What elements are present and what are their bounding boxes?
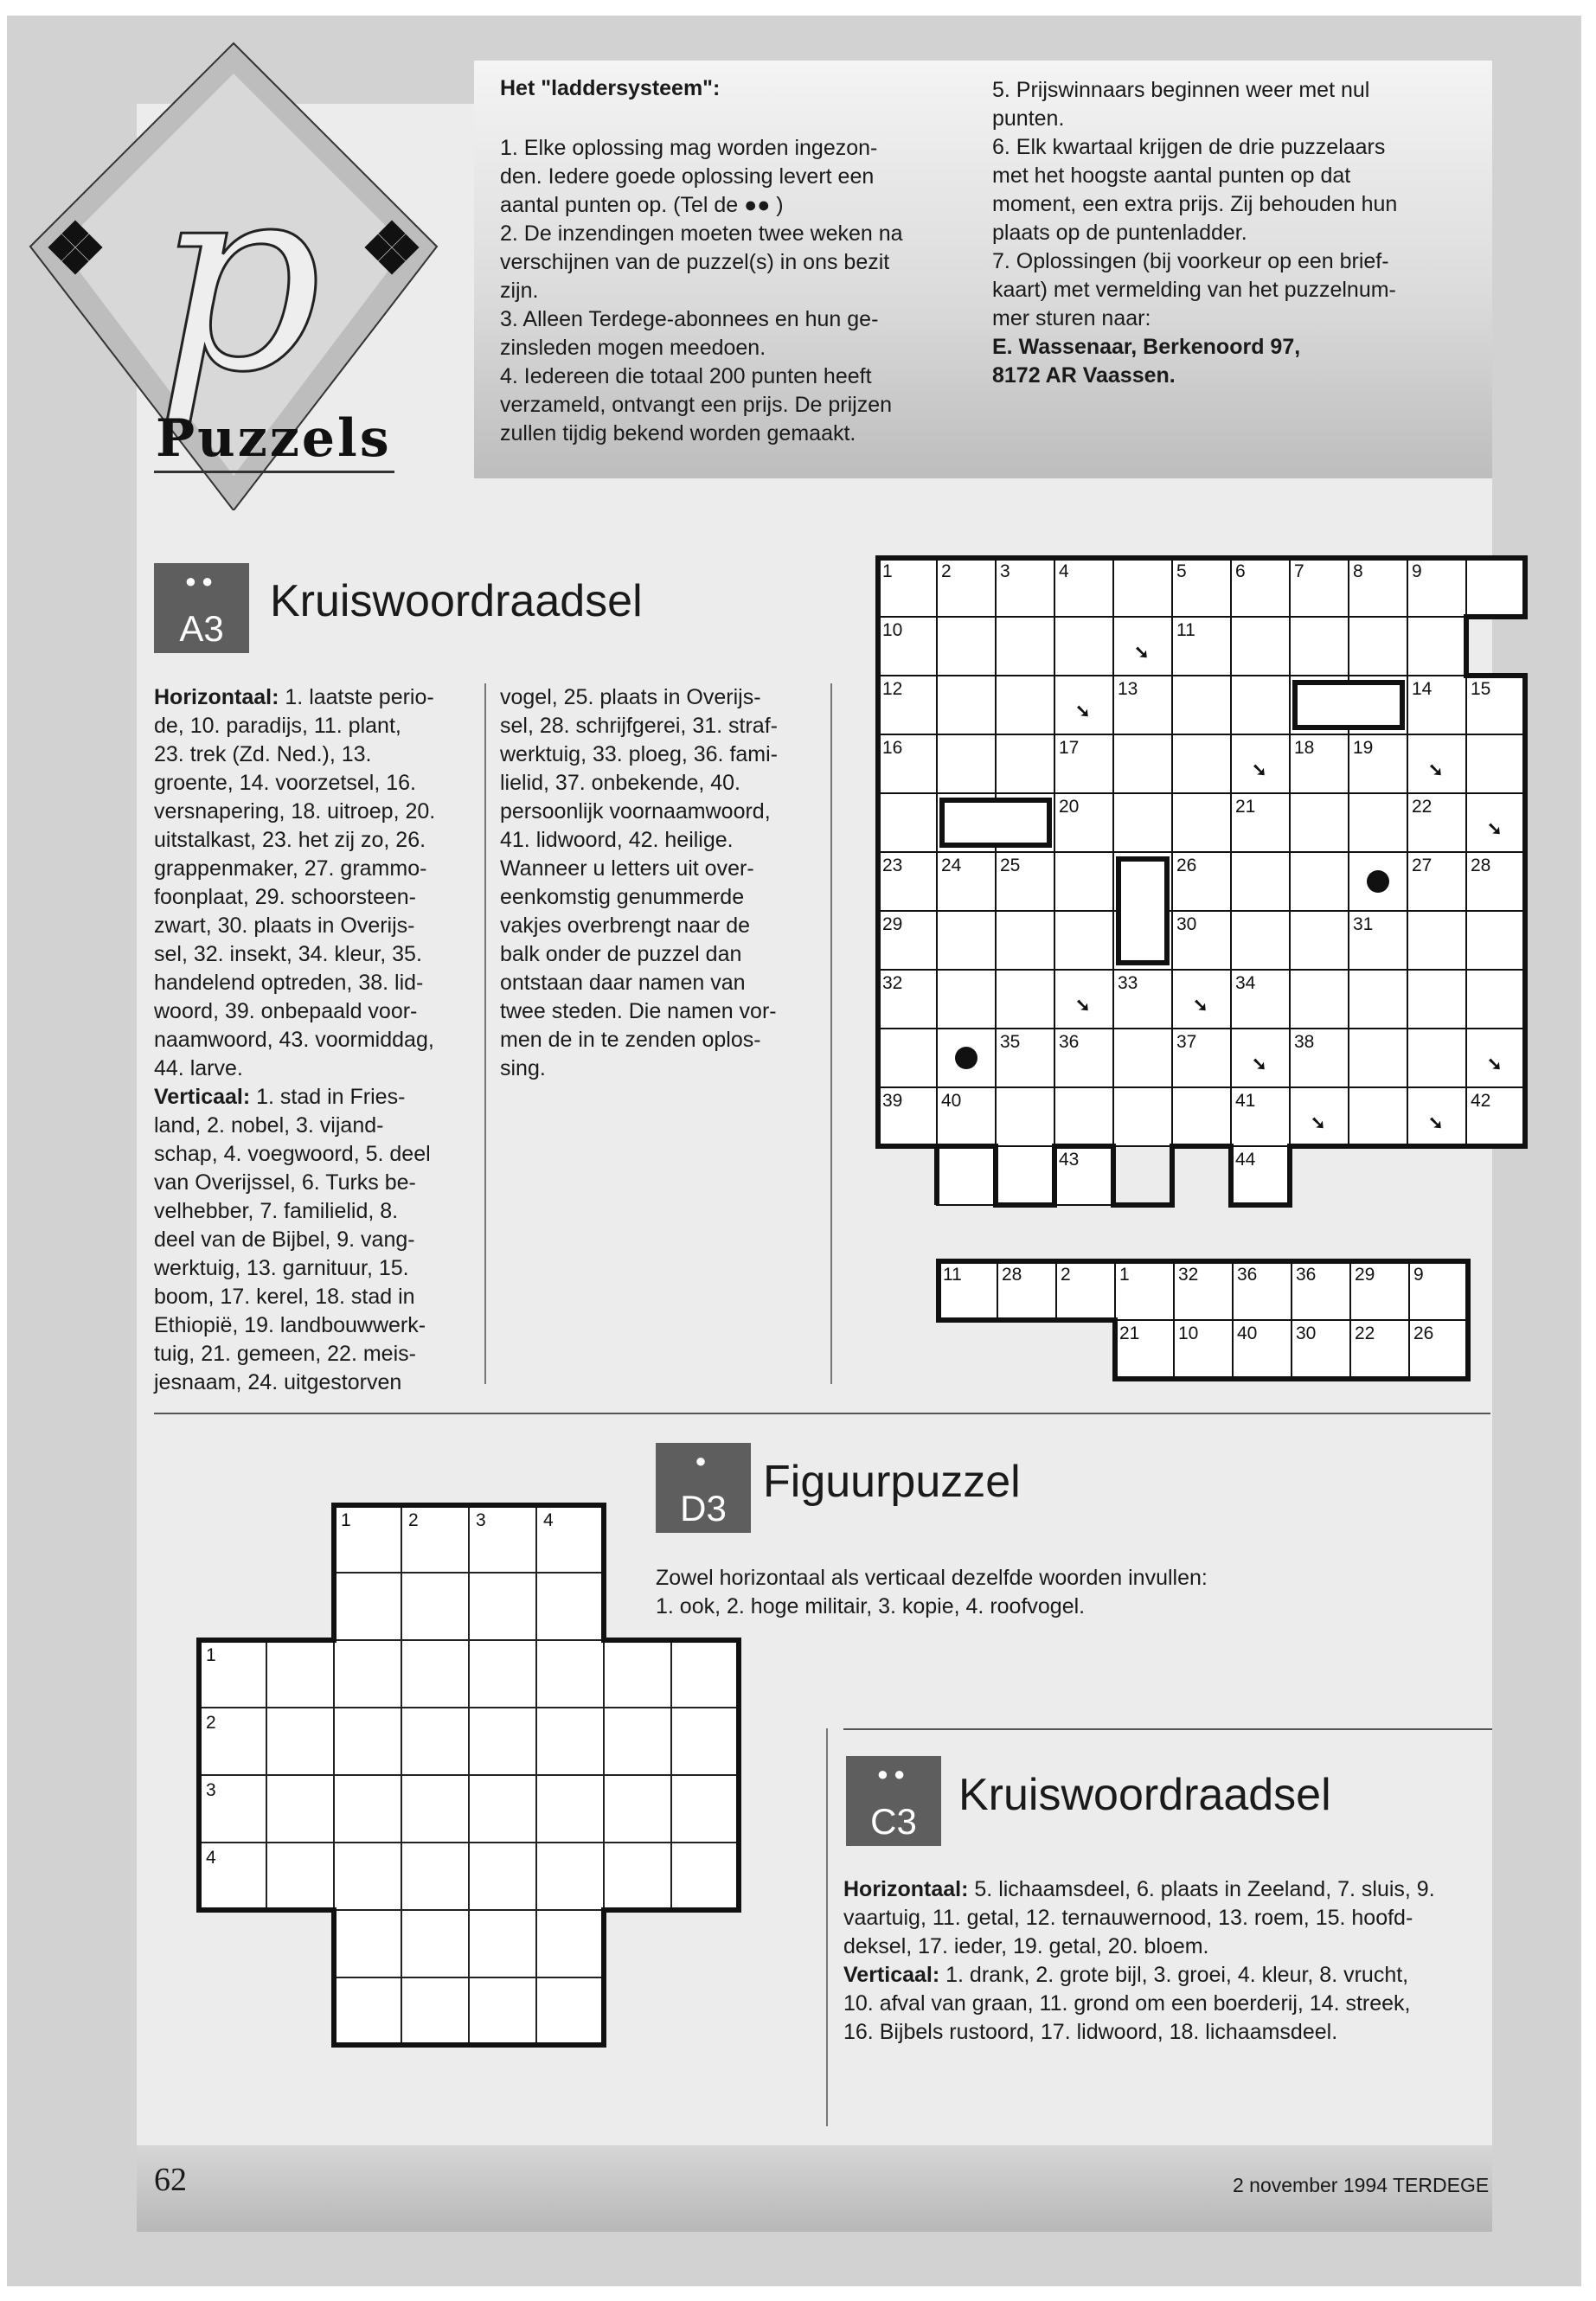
a3-answer-bar: [934, 1257, 1488, 1387]
grid-number: 38: [1294, 1032, 1315, 1052]
column-divider: [830, 683, 832, 1384]
grid-cell: [1231, 676, 1290, 734]
c3-verticaal-clues: 1. drank, 2. grote bijl, 3. groei, 4. kleur, 8. vrucht, 10. afval van graan, 11. grond om een boerderij, 14. streek, 16. Bijbels rustoord, 17. lidwoord, 18. lichaamsdeel.: [843, 1963, 1411, 2044]
logo-word: Puzzels: [156, 408, 392, 469]
grid-cell: [671, 1708, 739, 1775]
grid-number: 30: [1176, 914, 1197, 934]
answer-cell-number: 1: [1119, 1265, 1130, 1285]
grid-number: 10: [882, 620, 903, 640]
d3-figure-grid: [190, 1497, 779, 2059]
grid-cell: [1290, 970, 1349, 1029]
grid-cell: [536, 1843, 604, 1910]
star-marker-icon: [955, 1047, 977, 1069]
grid-cell: [469, 1843, 536, 1910]
grid-number: 29: [882, 914, 903, 934]
arrow-icon: ➘: [1075, 996, 1091, 1016]
c3-verticaal-label: Verticaal:: [843, 1963, 940, 1987]
grid-cell: [334, 1640, 401, 1708]
grid-cell: [469, 1640, 536, 1708]
grid-cell: [1113, 1087, 1172, 1146]
grid-cell: [1290, 617, 1349, 676]
grid-number: 1: [341, 1510, 351, 1530]
grid-cell: [996, 676, 1054, 734]
grid-number: 2: [941, 561, 952, 581]
grid-cell: [996, 970, 1054, 1029]
answer-cell-number: 36: [1296, 1265, 1317, 1285]
badge-c3: [846, 1756, 941, 1846]
section-divider: [154, 1413, 1490, 1414]
arrow-icon: ➘: [1252, 760, 1267, 780]
a3-horizontaal-clues: 1. laatste perio- de, 10. paradijs, 11. plant, 23. trek (Zd. Ned.), 13. groente, 14. voorzetsel, 16. versnapering, 18. uitroep, 20. uitstalkast, 23. het zij zo, 26. grappenmaker, 27. grammo- foonplaat, 29. schoorsteen- zwart, 30. plaats in Overijs- sel, 32. insekt, 34. kleur, 35. handelend optreden, 38. lid- woord, 39. onbepaald voor- naamwoord, 43. voormiddag, 44. larve.: [154, 685, 436, 1080]
grid-number: 14: [1412, 679, 1433, 699]
grid-cell: [1054, 852, 1113, 911]
difficulty-dots: ●: [695, 1450, 712, 1471]
grid-number: 1: [882, 561, 893, 581]
grid-number: 3: [206, 1780, 216, 1800]
grid-number: 31: [1353, 914, 1374, 934]
grid-cell: [1231, 617, 1290, 676]
grid-cell: [536, 1910, 604, 1977]
grid-number: 11: [1176, 620, 1195, 640]
grid-number: 20: [1059, 797, 1080, 817]
grid-cell: [996, 734, 1054, 793]
grid-cell: [1172, 1087, 1231, 1146]
answer-cell-number: 10: [1178, 1324, 1199, 1343]
grid-number: 9: [1412, 561, 1422, 581]
grid-number: 5: [1176, 561, 1187, 581]
address-line-1: E. Wassenaar, Berkenoord 97,: [992, 335, 1301, 359]
grid-cell: [536, 1640, 604, 1708]
grid-cell: [266, 1708, 334, 1775]
grid-cell: [401, 1775, 469, 1843]
a3-clues-column-2: vogel, 25. plaats in Overijs- sel, 28. schrijfgerei, 31. straf- werktuig, 33. ploeg, 36. fami- lielid, 37. onbekende, 40. persoonlijk voornaamwoord, 41. lidwoord, 42. heilige. Wanneer u letters uit over- eenkomstig genummerde vakjes overbrengt naar de balk onder de puzzel dan ontstaan daar namen van twee steden. Die namen vor- men de in te zenden oplos- sing.: [500, 685, 778, 1080]
grid-number: 44: [1235, 1150, 1256, 1170]
grid-cell: [878, 1029, 937, 1087]
grid-cell: [1290, 852, 1349, 911]
grid-cell: [1290, 793, 1349, 852]
grid-number: 4: [543, 1510, 554, 1530]
address-line-2: 8172 AR Vaassen.: [992, 363, 1176, 388]
grid-cell: [937, 617, 996, 676]
grid-cell: [1231, 852, 1290, 911]
grid-cell: [401, 1573, 469, 1640]
grid-cell: [401, 1708, 469, 1775]
grid-number: 4: [1059, 561, 1069, 581]
grid-number: 41: [1235, 1091, 1256, 1111]
grid-number: 22: [1412, 797, 1433, 817]
c3-horizontaal-clues: 5. lichaamsdeel, 6. plaats in Zeeland, 7. sluis, 9. vaartuig, 11. getal, 12. ternauwernood, 13. roem, 15. hoofd- deksel, 17. ieder, 19. getal, 20. bloem.: [843, 1877, 1435, 1958]
d3-title: Figuurpuzzel: [763, 1457, 1021, 1507]
a3-verticaal-label: Verticaal:: [154, 1085, 251, 1109]
answer-cell-number: 9: [1413, 1265, 1424, 1285]
grid-number: 1: [206, 1645, 216, 1665]
answer-cell-number: 30: [1296, 1324, 1317, 1343]
badge-a3: [154, 563, 249, 653]
grid-cell: [266, 1640, 334, 1708]
grid-cell: [401, 1640, 469, 1708]
answer-cell-number: 22: [1355, 1324, 1375, 1343]
grid-cell: [1349, 1087, 1407, 1146]
grid-cell: [536, 1708, 604, 1775]
grid-number: 37: [1176, 1032, 1197, 1052]
grid-cell: [469, 1775, 536, 1843]
grid-number: 3: [1000, 561, 1010, 581]
grid-cell: [1466, 558, 1525, 617]
grid-cell: [1172, 676, 1231, 734]
arrow-icon: ➘: [1134, 643, 1150, 663]
grid-cell: [1466, 911, 1525, 970]
arrow-icon: ➘: [1075, 702, 1091, 721]
grid-number: 26: [1176, 856, 1197, 875]
c3-clues: [843, 1875, 1484, 2047]
grid-cell: [334, 1910, 401, 1977]
grid-cell: [1466, 970, 1525, 1029]
grid-cell: [937, 911, 996, 970]
grid-number: 19: [1353, 738, 1374, 758]
answer-cell-number: 11: [943, 1265, 962, 1285]
grid-cell: [401, 1910, 469, 1977]
grid-number: 8: [1353, 561, 1363, 581]
grid-cell: [1349, 1029, 1407, 1087]
a3-horizontaal-label: Horizontaal:: [154, 685, 279, 709]
grid-cell: [334, 1708, 401, 1775]
c3-vertical-divider: [826, 1728, 828, 2126]
grid-number: 42: [1471, 1091, 1491, 1111]
grid-number: 21: [1235, 797, 1256, 817]
grid-cell: [1349, 793, 1407, 852]
grid-number: 24: [941, 856, 962, 875]
c3-title: Kruiswoordraadsel: [958, 1770, 1331, 1820]
grid-cell: [469, 1573, 536, 1640]
arrow-icon: ➘: [1252, 1054, 1267, 1074]
arrow-icon: ➘: [1311, 1113, 1326, 1133]
grid-number: 43: [1059, 1150, 1080, 1170]
grid-number: 2: [408, 1510, 419, 1530]
grid-number: 6: [1235, 561, 1246, 581]
a3-grid-cells: [878, 558, 1525, 1205]
puzzle-code: C3: [870, 1801, 917, 1842]
grid-number: 3: [476, 1510, 486, 1530]
grid-cell: [1054, 1087, 1113, 1146]
ladder-title: Het "laddersysteem":: [500, 76, 721, 100]
answer-cell-number: 40: [1237, 1324, 1258, 1343]
difficulty-dots: ●●: [184, 570, 219, 592]
grid-cell: [1172, 793, 1231, 852]
grid-cell: [334, 1843, 401, 1910]
grid-cell: [536, 1775, 604, 1843]
grid-number: 34: [1235, 973, 1256, 993]
grid-block: [1118, 859, 1167, 963]
grid-number: 28: [1471, 856, 1491, 875]
arrow-icon: ➘: [1193, 996, 1208, 1016]
answer-cell-number: 29: [1355, 1265, 1375, 1285]
grid-cell: [604, 1640, 671, 1708]
grid-cell: [1054, 911, 1113, 970]
grid-cell: [878, 793, 937, 852]
grid-cell: [1113, 734, 1172, 793]
grid-cell: [334, 1977, 401, 2045]
grid-cell: [604, 1775, 671, 1843]
grid-number: 2: [206, 1713, 216, 1733]
grid-cell: [266, 1775, 334, 1843]
logo-letter: p: [156, 127, 323, 429]
grid-number: 13: [1118, 679, 1138, 699]
grid-number: 35: [1000, 1032, 1021, 1052]
grid-number: 15: [1471, 679, 1491, 699]
c3-divider: [843, 1728, 1492, 1730]
grid-cell: [334, 1775, 401, 1843]
grid-cell: [937, 1146, 996, 1205]
grid-number: 12: [882, 679, 903, 699]
answer-cell-number: 26: [1413, 1324, 1434, 1343]
grid-cell: [604, 1708, 671, 1775]
grid-number: 17: [1059, 738, 1080, 758]
grid-cell: [266, 1843, 334, 1910]
a3-verticaal-clues: 1. stad in Fries- land, 2. nobel, 3. vijand- schap, 4. voegwoord, 5. deel van Overijssel, 6. Turks be- velhebber, 7. familielid, 8. deel van de Bijbel, 9. vang- werktuig, 13. garnituur, 15. boom, 17. kerel, 18. stad in Ethiopië, 19. landbouwwerk- tuig, 21. gemeen, 22. meis- jesnaam, 24. uitgestorven: [154, 1085, 431, 1394]
c3-horizontaal-label: Horizontaal:: [843, 1877, 969, 1901]
star-marker-icon: [1367, 870, 1389, 893]
grid-cell: [469, 1910, 536, 1977]
answer-cell-number: 32: [1178, 1265, 1199, 1285]
grid-cell: [469, 1708, 536, 1775]
grid-number: 36: [1059, 1032, 1080, 1052]
grid-cell: [536, 1977, 604, 2045]
grid-number: 7: [1294, 561, 1304, 581]
grid-number: 32: [882, 973, 903, 993]
grid-number: 4: [206, 1848, 216, 1868]
puzzle-code: D3: [680, 1488, 727, 1529]
grid-cell: [937, 676, 996, 734]
a3-clues-column-1: [154, 683, 457, 1397]
a3-title: Kruiswoordraadsel: [270, 576, 643, 626]
grid-cell: [1054, 617, 1113, 676]
puzzle-code: A3: [179, 608, 224, 649]
grid-cell: [996, 1087, 1054, 1146]
grid-cell: [1113, 558, 1172, 617]
page-number: 62: [154, 2162, 187, 2198]
grid-cell: [1290, 911, 1349, 970]
grid-cell: [1113, 793, 1172, 852]
arrow-icon: ➘: [1487, 1054, 1503, 1074]
column-divider: [484, 683, 486, 1384]
grid-cell: [469, 1977, 536, 2045]
grid-cell: [401, 1843, 469, 1910]
ladder-rules-right: 5. Prijswinnaars beginnen weer met nul punten. 6. Elk kwartaal krijgen de drie puzzelaars met het hoogste aantal punten op dat moment, een extra prijs. Zij behouden hun plaats op de puntenladder. 7. Oplossingen (bij voorkeur op een brief- kaart) met vermelding van het puzzelnum- mer sturen naar:: [992, 78, 1398, 330]
grid-number: 40: [941, 1091, 962, 1111]
grid-cell: [996, 1146, 1054, 1205]
grid-cell: [1349, 617, 1407, 676]
grid-cell: [1407, 970, 1466, 1029]
arrow-icon: ➘: [1487, 819, 1503, 839]
grid-cell: [937, 970, 996, 1029]
answer-cell-number: 28: [1002, 1265, 1022, 1285]
grid-cell: [401, 1977, 469, 2045]
grid-cell: [671, 1843, 739, 1910]
answer-cell-number: 2: [1061, 1265, 1071, 1285]
grid-number: 18: [1294, 738, 1315, 758]
grid-cell: [604, 1843, 671, 1910]
grid-cell: [996, 911, 1054, 970]
grid-cell: [1231, 911, 1290, 970]
grid-cell: [1172, 734, 1231, 793]
grid-cell: [1113, 1029, 1172, 1087]
grid-cell: [1407, 617, 1466, 676]
grid-cell: [536, 1573, 604, 1640]
grid-number: 16: [882, 738, 903, 758]
grid-block: [1295, 683, 1402, 727]
grid-number: 33: [1118, 973, 1138, 993]
grid-cell: [996, 617, 1054, 676]
ladder-rules-left: 1. Elke oplossing mag worden ingezon- den. Iedere goede oplossing levert een aantal punten op. (Tel de ●● ) 2. De inzendingen moeten twee weken na verschijnen van de puzzel(s) in ons bezit zijn. 3. Alleen Terdege-abonnees en hun ge- zinsleden mogen meedoen. 4. Iedereen die totaal 200 punten heeft verzameld, ontvangt een prijs. De prijzen zullen tijdig bekend worden gemaakt.: [500, 136, 903, 445]
answer-cell-number: 36: [1237, 1265, 1258, 1285]
grid-block: [942, 800, 1049, 845]
answer-cell-number: 21: [1119, 1324, 1140, 1343]
grid-cell: [1407, 911, 1466, 970]
grid-number: 39: [882, 1091, 903, 1111]
grid-number: 23: [882, 856, 903, 875]
grid-cell: [671, 1640, 739, 1708]
grid-cell: [1466, 734, 1525, 793]
issue-date: 2 november 1994 TERDEGE: [1233, 2174, 1490, 2196]
difficulty-dots: ●●: [876, 1763, 911, 1785]
arrow-icon: ➘: [1428, 760, 1444, 780]
d3-instructions: Zowel horizontaal als verticaal dezelfde woorden invullen: 1. ook, 2. hoge militair, 3. kopie, 4. roofvogel.: [656, 1566, 1208, 1618]
grid-cell: [334, 1573, 401, 1640]
grid-cell: [1407, 1029, 1466, 1087]
grid-cell: [671, 1775, 739, 1843]
grid-cell: [937, 734, 996, 793]
arrow-icon: ➘: [1428, 1113, 1444, 1133]
logo-underline: [154, 471, 394, 473]
grid-number: 27: [1412, 856, 1433, 875]
grid-cell: [1349, 970, 1407, 1029]
grid-number: 25: [1000, 856, 1021, 875]
